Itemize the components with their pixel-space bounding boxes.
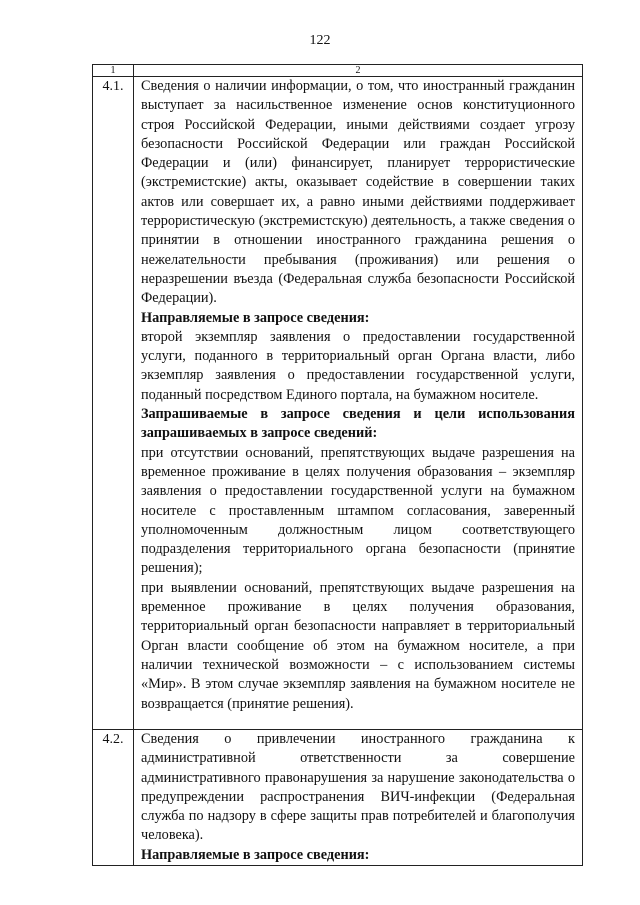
section-heading: Запрашиваемые в запросе сведения и цели использования запрашиваемых в запросе сведений: [141,406,575,442]
paragraph: Сведения о наличии информации, о том, что иностранный гражданин выступает за насильственное изменение основ конституционного строя Российской Федерации, иными действиями создает угрозу безопасности Российской Федерации или граждан Российской Федерации и (или) финансирует, планирует террористические (экстремистские) акты, оказывает содействие в совершении таких актов или совершает их, а равно иными действиями поддерживает террористическую (экстремистскую) деятельность, а также сведения о принятии в отношении иностранного гражданина решения о нежелательности пребывания (проживания) или решения о неразрешении въезда (Федеральная служба безопасности Российской Федерации). [141,78,575,307]
table-row [93,77,583,730]
table-header-row [93,65,583,77]
row-content [134,730,583,866]
row-number: 4.1. [93,77,134,730]
section-heading: Направляемые в запросе сведения: [141,309,370,326]
paragraph: Сведения о привлечении иностранного гражданина к административной ответственности за совершение административного правонарушения за нарушение законодательства о предупреждении распространения ВИЧ-инфекции (Федеральная служба по надзору в сфере защиты прав потребителей и благополучия человека). [141,731,575,844]
header-cell-col-2: 2 [134,65,583,77]
header-cell-col-1: 1 [93,65,134,77]
paragraph: второй экземпляр заявления о предоставлении государственной услуги, поданного в территориальный орган Органа власти, либо экземпляр заявления о предоставлении государственной услуги, поданный посредством Единого портала, на бумажном носителе. [141,328,575,403]
section-heading: Направляемые в запросе сведения: [141,846,370,863]
requirements-table [92,64,583,866]
row-content [134,77,583,730]
row-number: 4.2. [93,730,134,866]
page-number: 122 [309,33,331,48]
table-row [93,730,583,866]
paragraph: при отсутствии оснований, препятствующих выдаче разрешения на временное проживание в целях получения образования – экземпляр заявления о предоставлении государственной услуги на бумажном носителе с проставленным штампом согласования, заверенный уполномоченным должностным лицом соответствующего подразделения территориального органа безопасности (принятие решения); [141,444,575,577]
paragraph: при выявлении оснований, препятствующих выдаче разрешения на временное проживание в целях получения образования, территориальный орган безопасности направляет в территориальный Орган власти сообщение об этом на бумажном носителе, а при наличии технической возможности – с использованием системы «Мир». В этом случае экземпляр заявления на бумажном носителе не возвращается (принятие решения). [141,579,575,712]
